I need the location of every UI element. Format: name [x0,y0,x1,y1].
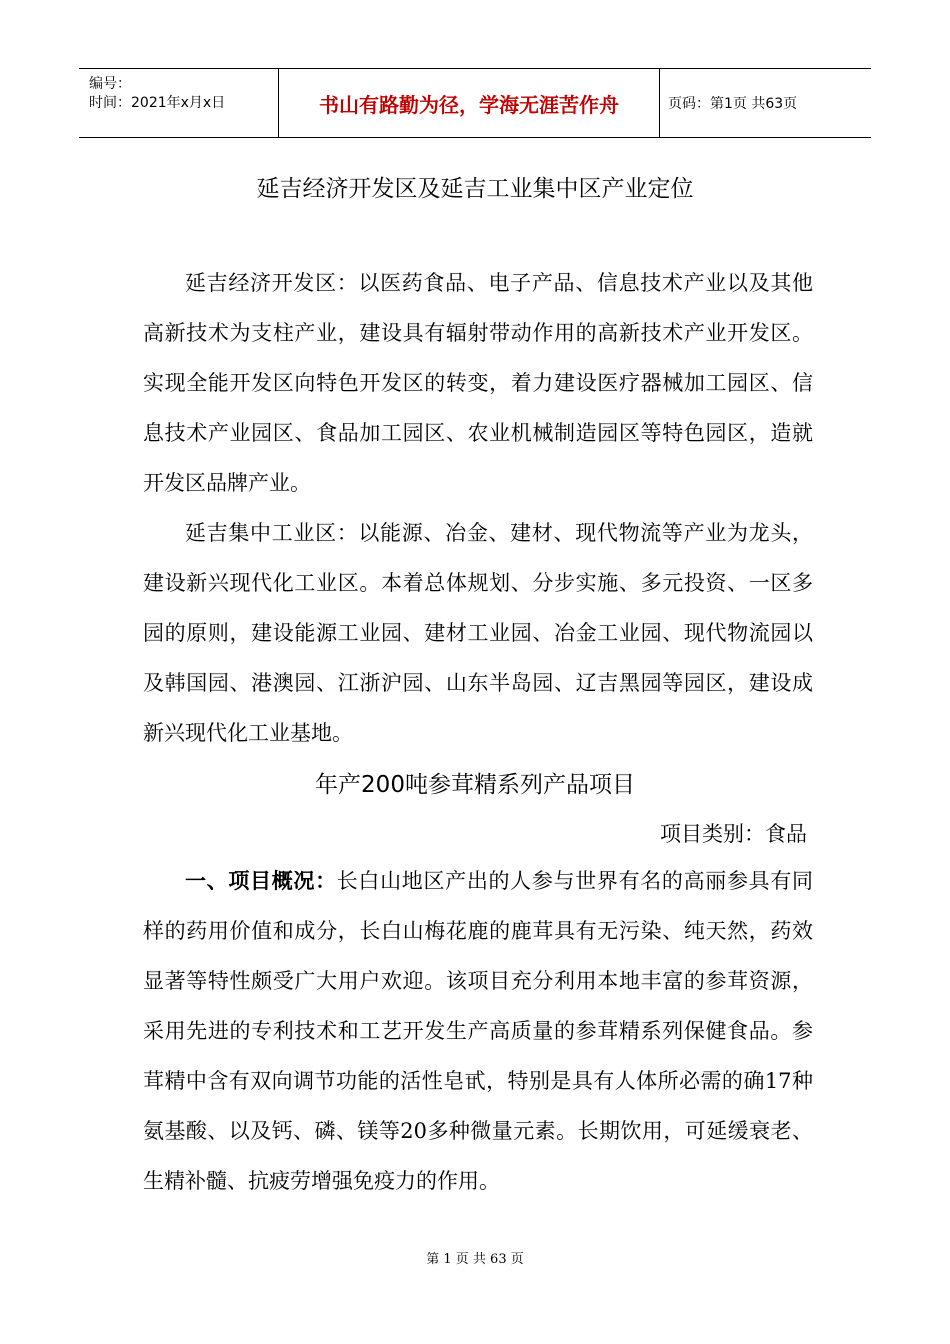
paragraph-industrial-zone: 延吉集中工业区：以能源、冶金、建材、现代物流等产业为龙头，建设新兴现代化工业区。本着总体规划、分步实施、多元投资、一区多园的原则，建设能源工业园、建材工业园、冶金工业园、现代物流园以及韩国园、港澳园、江浙沪园、山东半岛园、辽吉黑园等园区，建设成新兴现代化工业基地。 [143,521,813,745]
header-page-label: 页码：第1页 共63页 [668,96,798,112]
overview-text: 长白山地区产出的人参与世界有名的高丽参具有同样的药用价值和成分，长白山梅花鹿的鹿茸具有无污染、纯天然，药效显著等特性颇受广大用户欢迎。该项目充分利用本地丰富的参茸资源，采用先进的专利技术和工艺开发生产高质量的参茸精系列保健食品。参茸精中含有双向调节功能的活性皂甙，特别是具有人体所必需的确17种氨基酸、以及钙、磷、镁等20多种微量元素。长期饮用，可延缓衰老、生精补髓、抗疲劳增强免疫力的作用。 [143,869,813,1193]
paragraph-development-zone: 延吉经济开发区：以医药食品、电子产品、信息技术产业以及其他高新技术为支柱产业，建设具有辐射带动作用的高新技术产业开发区。实现全能开发区向特色开发区的转变，着力建设医疗器械加工园区、信息技术产业园区、食品加工园区、农业机械制造园区等特色园区，造就开发区品牌产业。 [143,271,813,495]
number-label: 编号： [89,76,131,92]
header-meta [79,69,279,137]
time-label: 时间：2021年x月x日 [89,95,226,111]
overview-label: 一、项目概况： [185,868,337,893]
project-title: 年产200吨参茸精系列产品项目 [315,772,635,798]
project-overview [143,856,813,1206]
document-header [79,68,871,138]
page-footer: 第 1 页 共 63 页 [426,1252,524,1267]
header-motto: 书山有路勤为径，学海无涯苦作舟 [279,69,660,137]
project-category: 项目类别：食品 [660,822,807,846]
page-title: 延吉经济开发区及延吉工业集中区产业定位 [256,176,694,202]
